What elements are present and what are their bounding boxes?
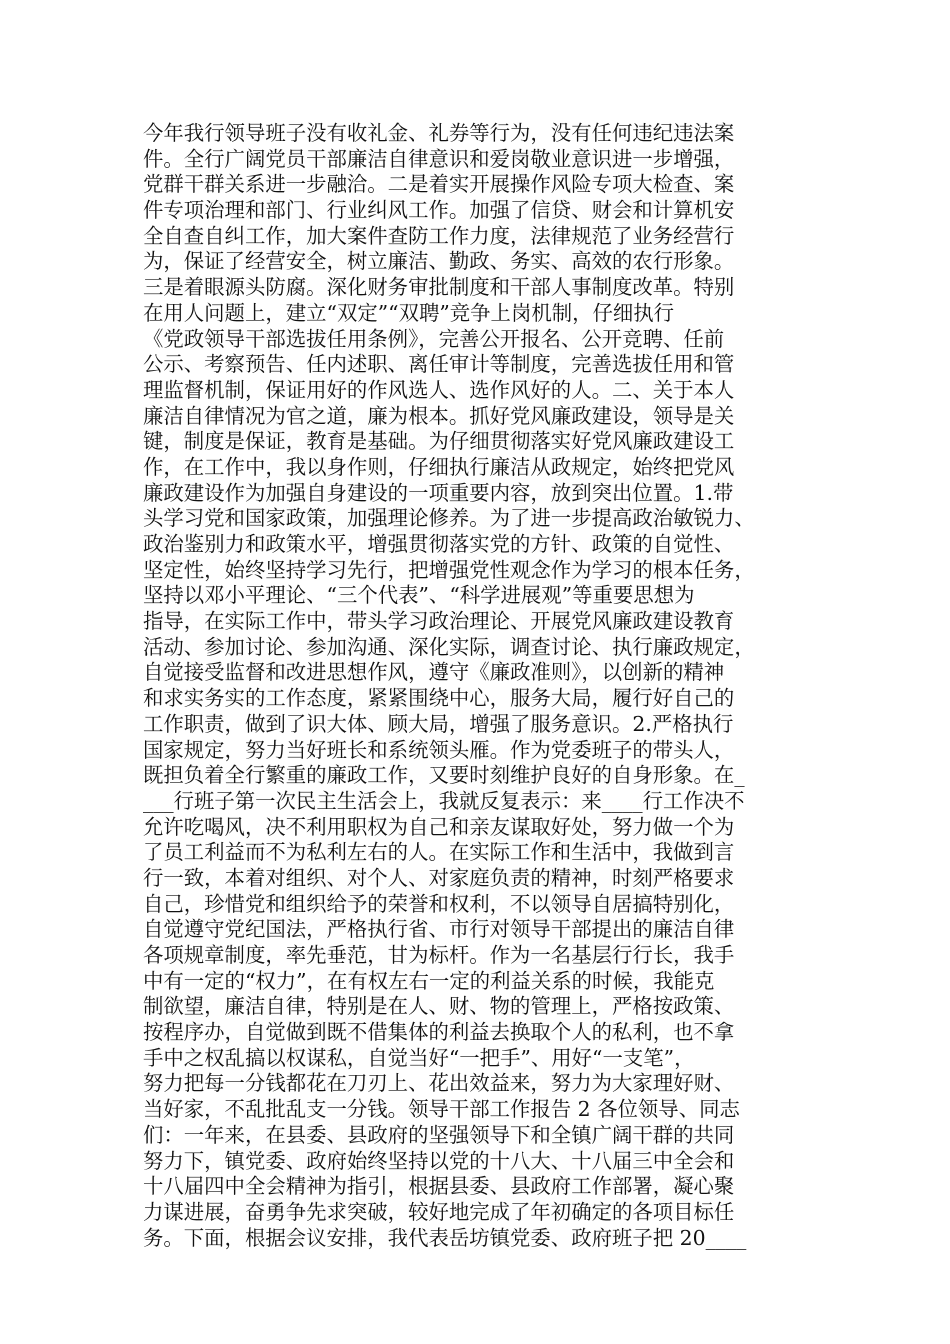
text-line: 了员工利益而不为私利左右的人。在实际工作和生活中，我做到言 — [143, 840, 735, 865]
text-line: 努力把每一分钱都花在刀刃上、花出效益来，努力为大家理好财、 — [143, 1071, 735, 1096]
text-line: 头学习党和国家政策，加强理论修养。为了进一步提高政治敏锐力、 — [143, 506, 755, 531]
text-line: 力谋进展，奋勇争先求突破，较好地完成了年初确定的各项目标任 — [143, 1199, 735, 1224]
text-line: 党群干群关系进一步融洽。二是着实开展操作风险专项大检查、案 — [143, 172, 735, 197]
text-line: 指导，在实际工作中，带头学习政治理论、开展党风廉政建设教育 — [143, 609, 735, 634]
text-line: 们：一年来，在县委、县政府的坚强领导下和全镇广阔干群的共同 — [143, 1122, 735, 1147]
text-line: 和求实务实的工作态度，紧紧围绕中心，服务大局，履行好自己的 — [143, 686, 735, 711]
text-line: 手中之权乱搞以权谋私，自觉当好“一把手”、用好“一支笔”， — [143, 1045, 695, 1070]
text-line: 既担负着全行繁重的廉政工作，又要时刻维护良好的自身形象。在_ — [143, 763, 745, 788]
text-line: 廉洁自律情况为官之道，廉为根本。抓好党风廉政建设，领导是关 — [143, 403, 735, 428]
text-line: 行一致，本着对组织、对个人、对家庭负责的精神，时刻严格要求 — [143, 865, 735, 890]
text-line: 键，制度是保证，教育是基础。为仔细贯彻落实好党风廉政建设工 — [143, 429, 735, 454]
text-line: 作，在工作中，我以身作则，仔细执行廉洁从政规定，始终把党风 — [143, 454, 735, 479]
text-line: 坚定性，始终坚持学习先行，把增强党性观念作为学习的根本任务， — [143, 557, 755, 582]
text-line: 中有一定的“权力”，在有权左右一定的利益关系的时候，我能克 — [143, 968, 715, 993]
text-line: 自己，珍惜党和组织给予的荣誉和权利，不以领导自居搞特别化， — [143, 891, 735, 916]
text-line: 公示、考察预告、任内述职、离任审计等制度，完善选拔任用和管 — [143, 352, 735, 377]
text-line: 为，保证了经营安全，树立廉洁、勤政、务实、高效的农行形象。 — [143, 249, 735, 274]
text-line: 今年我行领导班子没有收礼金、礼券等行为，没有任何违纪违法案 — [143, 121, 735, 145]
text-line: 自觉接受监督和改进思想作风，遵守《廉政准则》，以创新的精神 — [143, 660, 725, 685]
text-line: 坚持以邓小平理论、“三个代表”、“科学进展观”等重要思想为 — [143, 583, 695, 608]
text-line: 按程序办，自觉做到既不借集体的利益去换取个人的私利，也不拿 — [143, 1020, 735, 1045]
text-line: 国家规定，努力当好班长和系统领头雁。作为党委班子的带头人， — [143, 737, 735, 762]
text-line: 各项规章制度，率先垂范，甘为标杆。作为一名基层行行长，我手 — [143, 943, 735, 967]
body-paragraph — [143, 121, 823, 1251]
text-line: 在用人问题上，建立“双定”“双聘”竞争上岗机制，仔细执行 — [143, 300, 675, 325]
text-line: 自觉遵守党纪国法，严格执行省、市行对领导干部提出的廉洁自律 — [143, 917, 735, 942]
text-line: 活动、参加讨论、参加沟通、深化实际，调查讨论、执行廉政规定， — [143, 634, 755, 659]
text-line: 政治鉴别力和政策水平，增强贯彻落实党的方针、政策的自觉性、 — [143, 532, 735, 556]
text-line: 《党政领导干部选拔任用条例》，完善公开报名、公开竞聘、任前 — [143, 326, 725, 351]
text-line: 工作职责，做到了识大体、顾大局，增强了服务意识。2.严格执行 — [143, 711, 734, 736]
text-line: 允许吃喝风，决不利用职权为自己和亲友谋取好处，努力做一个为 — [143, 814, 735, 839]
text-line: 制欲望，廉洁自律，特别是在人、财、物的管理上，严格按政策、 — [143, 994, 735, 1019]
text-line: 全自查自纠工作，加大案件查防工作力度，法律规范了业务经营行 — [143, 223, 735, 248]
text-line: 务。下面，根据会议安排，我代表岳坊镇党委、政府班子把 20____ — [143, 1225, 747, 1250]
text-line: 当好家，不乱批乱支一分钱。领导干部工作报告 2 各位领导、同志 — [143, 1097, 740, 1122]
text-line: 十八届四中全会精神为指引，根据县委、县政府工作部署，凝心聚 — [143, 1174, 735, 1199]
text-line: 理监督机制，保证用好的作风选人、选作风好的人。二、关于本人 — [143, 377, 735, 402]
text-line: 努力下，镇党委、政府始终坚持以党的十八大、十八届三中全会和 — [143, 1148, 735, 1173]
text-line: 件。全行广阔党员干部廉洁自律意识和爱岗敬业意识进一步增强， — [143, 146, 735, 171]
text-line: 件专项治理和部门、行业纠风工作。加强了信贷、财会和计算机安 — [143, 198, 735, 223]
text-line: 廉政建设作为加强自身建设的一项重要内容，放到突出位置。1.带 — [143, 480, 734, 505]
text-line: ___行班子第一次民主生活会上，我就反复表示：来____行工作决不 — [143, 788, 745, 813]
text-line: 三是着眼源头防腐。深化财务审批制度和干部人事制度改革。特别 — [143, 275, 735, 300]
